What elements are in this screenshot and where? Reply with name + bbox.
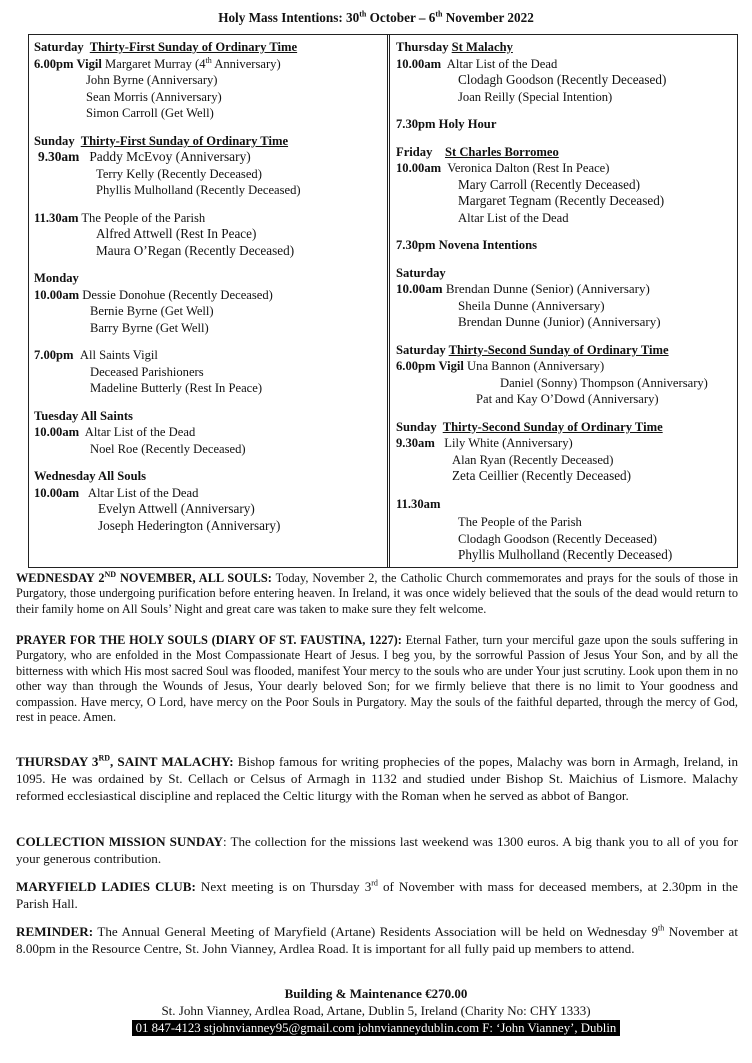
saturday-morning-block: Saturday 10.00am Brendan Dunne (Senior) (Anniversary) Sheila Dunne (Anniversary) Brendan Dunne (Junior) (Anniversary) <box>396 265 661 329</box>
saturday-vigil-block: Saturday Thirty-Second Sunday of Ordinary Time 6.00pm Vigil Una Bannon (Anniversary) Daniel (Sonny) Thompson (Anniversary) Pat and Kay O’Dowd (Anniversary) <box>396 342 708 406</box>
friday-block: Friday St Charles Borromeo 10.00am Veronica Dalton (Rest In Peace) Mary Carroll (Recently Deceased) Margaret Tegnam (Recently Deceased) Altar List of the Dead <box>396 144 665 225</box>
novena-intentions: 7.30pm Novena Intentions <box>396 238 537 252</box>
ladies-club-notice: MARYFIELD LADIES CLUB: Next meeting is on Thursday 3rd of November with mass for deceased members, at 2.30pm in the Parish Hall. <box>16 878 738 911</box>
saturday-block: Saturday Thirty-First Sunday of Ordinary Time 6.00pm Vigil Margaret Murray (4th Anniversary) John Byrne (Anniversary) Sean Morris (Anniversary) Simon Carroll (Get Well) <box>34 40 298 120</box>
tuesday-block: Tuesday All Saints 10.00am Altar List of the Dead Noel Roe (Recently Deceased) <box>34 408 246 456</box>
holy-hour: 7.30pm Holy Hour <box>396 117 497 131</box>
sunday-block-right: Sunday Thirty-Second Sunday of Ordinary Time 9.30am Lily White (Anniversary) Alan Ryan (Recently Deceased) Zeta Ceillier (Recently Deceased) <box>396 419 663 483</box>
prayer-notice: PRAYER FOR THE HOLY SOULS (DIARY OF ST. FAUSTINA, 1227): Eternal Father, turn your merciful gaze upon the souls suffering in Purgatory, who are enfolded in the Most Compassionate Heart of Jesus. I beg you, by the sorrowful Passion of Jesus Your Son, and by all the bitterness with which His most sacred Soul was flooded, manifest Your mercy to the souls who are under Your just scrutiny. Look upon them in no other way than through the Wounds of Jesus, Your dearly beloved Son; for we firmly believe that there is no limit to Your goodness and compassion. Have mercy, O Lord, have mercy on the Poor Souls in Purgatory. May the souls of the faithful departed, through the mercy of God, rest in peace. Amen. <box>16 633 738 725</box>
sunday-block: Sunday Thirty-First Sunday of Ordinary Time 9.30am Paddy McEvoy (Anniversary) Terry Kelly (Recently Deceased) Phyllis Mulholland (Recently Deceased) <box>34 133 301 197</box>
mass-intentions-table <box>28 34 738 568</box>
contact-bar <box>0 1020 752 1036</box>
thursday-block: Thursday St Malachy 10.00am Altar List of the Dead Clodagh Goodson (Recently Deceased) Joan Reilly (Special Intention) <box>396 40 667 104</box>
left-column <box>29 35 387 567</box>
wednesday-block: Wednesday All Souls 10.00am Altar List of the Dead Evelyn Attwell (Anniversary) Joseph Hederington (Anniversary) <box>34 469 281 533</box>
monday-block: Monday 10.00am Dessie Donohue (Recently Deceased) Bernie Byrne (Get Well) Barry Byrne (Get Well) <box>34 271 273 335</box>
right-column <box>390 35 739 567</box>
collection-notice: COLLECTION MISSION SUNDAY: The collection for the missions last weekend was 1300 euros. A big thank you to all of you for your generous contribution. <box>16 834 738 866</box>
sunday-second-mass: 11.30am The People of the Parish Alfred Attwell (Rest In Peace) Maura O’Regan (Recently Deceased) <box>34 210 295 258</box>
parish-address: St. John Vianney, Ardlea Road, Artane, Dublin 5, Ireland (Charity No: CHY 1333) <box>161 1003 591 1018</box>
page-title: Holy Mass Intentions: 30th October – 6th November 2022 <box>218 9 534 25</box>
building-fund: Building & Maintenance €270.00 <box>284 986 468 1001</box>
sunday-second-mass-right: 11.30am The People of the Parish Clodagh Goodson (Recently Deceased) Phyllis Mulholland (Recently Deceased) <box>396 496 673 562</box>
malachy-notice: THURSDAY 3RD, SAINT MALACHY: Bishop famous for writing prophecies of the popes, Malachy was born in Armagh, Ireland, in 1095. He was ordained by St. Cellach or Celsus of Armagh in 1132 and studied under Bishop St. Maichius of Lismore. Malachy reformed ecclesiastical discipline and replaced the Celtic liturgy with the Roman when he served as abbot of Bangor. <box>16 753 738 803</box>
reminder-notice: REMINDER: The Annual General Meeting of Maryfield (Artane) Residents Association will be held on Wednesday 9th November at 8.00pm in the Resource Centre, St. John Vianney, Ardlea Road. It is important for all fully paid up members to attend. <box>16 923 738 956</box>
contact-details: 01 847-4123 stjohnvianney95@gmail.com johnvianneydublin.com F: ‘John Vianney’, Dublin <box>132 1020 621 1036</box>
monday-evening-block: 7.00pm All Saints Vigil Deceased Parishioners Madeline Butterly (Rest In Peace) <box>34 348 263 395</box>
all-souls-notice: WEDNESDAY 2ND NOVEMBER, ALL SOULS: Today, November 2, the Catholic Church commemorates and prays for the souls of those in Purgatory, those undergoing purification before entering heaven. In Ireland, it was once widely believed that the souls of the dead would return to their family home on All Souls’ Night and great care was taken to make sure they felt welcome. <box>16 569 739 616</box>
